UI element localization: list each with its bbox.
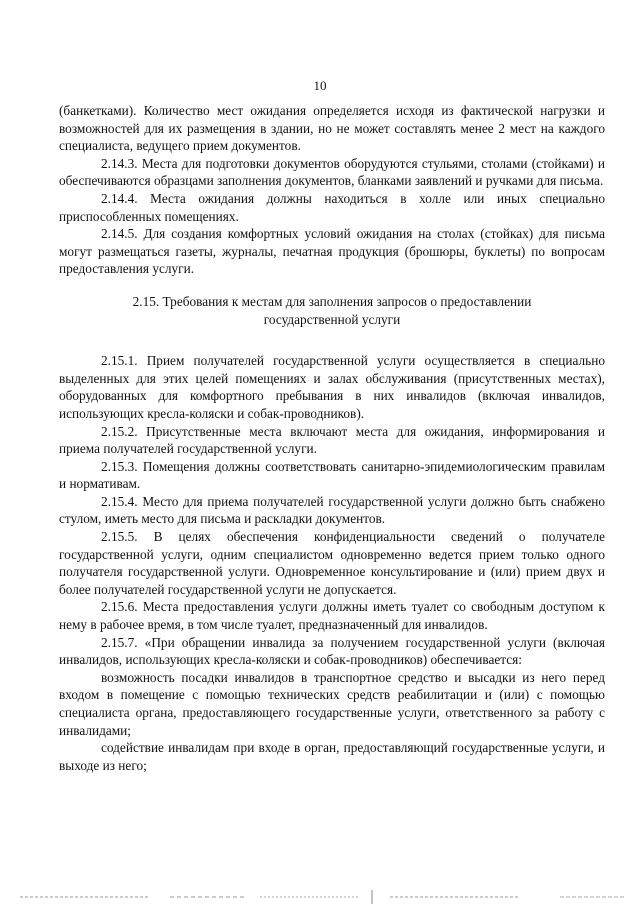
paragraph-2-15-3: 2.15.3. Помещения должны соответствовать санитарно-эпидемиологическим правилам и нормативам. [59, 458, 605, 492]
paragraph-2-15-2: 2.15.2. Присутственные места включают места для ожидания, информирования и приема получателей государственной услуги. [59, 423, 605, 457]
section-heading-line-1: 2.15. Требования к местам для заполнения запросов о предоставлении [132, 293, 532, 309]
paragraph-2-15-6: 2.15.6. Места предоставления услуги должны иметь туалет со свободным доступом к нему в рабочее время, в том числе туалет, предназначенный для инвалидов. [59, 599, 605, 633]
list-item-boarding-assistance: возможность посадки инвалидов в транспортное средство и высадки из него перед входом в помещение с помощью технических средств реабилитации и (или) с помощью специалиста органа, предоставляющего государственные услуги, ответственного за работу с инвалидами; [59, 669, 605, 738]
document-body [59, 102, 605, 774]
paragraph-2-15-7: 2.15.7. «При обращении инвалида за получением государственной услуги (включая инвалидов, использующих кресла-коляски и собак-проводников) обеспечивается: [59, 634, 605, 668]
paragraph-2-14-3: 2.14.3. Места для подготовки документов оборудуются стульями, столами (стойками) и обеспечиваются образцами заполнения документов, бланками заявлений и ручками для письма. [59, 155, 605, 189]
paragraph: (банкетками). Количество мест ожидания определяется исходя из фактической нагрузки и возможностей для их размещения в здании, но не может составлять менее 2 мест на каждого специалиста, ведущего прием документов. [59, 103, 605, 154]
paragraph-2-15-4: 2.15.4. Место для приема получателей государственной услуги должно быть снабжено стулом, иметь место для письма и раскладки документов. [59, 493, 605, 527]
scan-artifact-lines [0, 888, 640, 905]
section-heading-line-2: государственной услуги [263, 311, 401, 327]
list-item-entry-assistance: содействие инвалидам при входе в орган, предоставляющий государственные услуги, и выходе из него; [59, 740, 605, 773]
page-number: 10 [313, 78, 327, 93]
paragraph-2-15-1: 2.15.1. Прием получателей государственной услуги осуществляется в специально выделенных для этих целей помещениях и залах обслуживания (присутственных местах), оборудованных для комфортного пребывания в них инвалидов (включая инвалидов, использующих кресла-коляски и собак-проводников). [59, 353, 605, 421]
paragraph-2-14-4: 2.14.4. Места ожидания должны находиться в холле или иных специально приспособленных помещениях. [59, 190, 605, 224]
paragraphs-bottom [59, 352, 605, 774]
paragraphs-top [59, 102, 605, 278]
section-heading-2-15 [59, 293, 605, 328]
paragraph-2-15-5: 2.15.5. В целях обеспечения конфиденциальности сведений о получателе государственной услуги, одним специалистом одновременно ведется прием только одного получателя государственной услуги. Одновременное консультирование и (или) прием двух и более получателей государственной услуги не допускается. [59, 529, 605, 597]
paragraph-2-14-5: 2.14.5. Для создания комфортных условий ожидания на столах (стойках) для письма могут размещаться газеты, журналы, печатная продукция (брошюры, буклеты) по вопросам предоставления услуги. [59, 226, 605, 277]
